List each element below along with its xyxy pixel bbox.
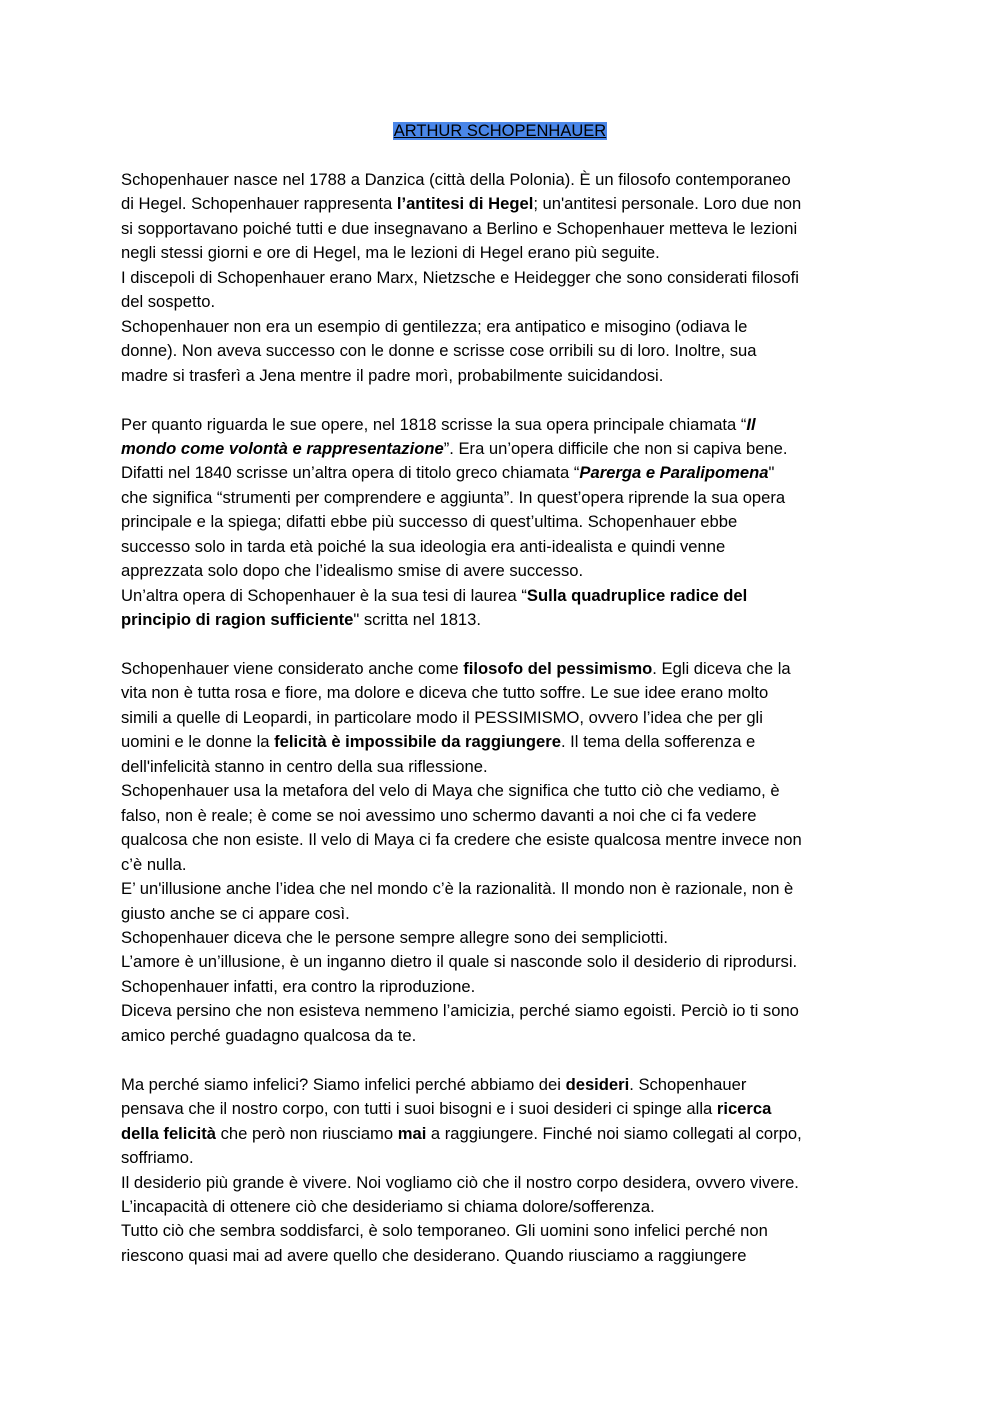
text-line — [121, 192, 889, 216]
text-segment: Schopenhauer usa la metafora del velo di Maya che significa che tutto ciò che vediamo, è — [121, 781, 780, 801]
text-line — [121, 902, 889, 926]
text-line — [121, 510, 889, 534]
text-segment: si sopportavano poiché tutti e due insegnavano a Berlino e Schopenhauer metteva le lezioni — [121, 218, 798, 238]
bold-italic-text: mondo come volontà e rappresentazione — [121, 438, 444, 458]
paragraph — [121, 657, 889, 1048]
text-line — [121, 755, 889, 779]
text-segment: principale e la spiega; difatti ebbe più successo di quest’ultima. Schopenhauer ebbe — [121, 512, 738, 532]
text-segment: donne). Non aveva successo con le donne e scrisse cose orribili su di loro. Inoltre, sua — [121, 341, 757, 361]
text-line — [121, 926, 889, 950]
document-title: ARTHUR SCHOPENHAUER — [393, 122, 607, 140]
bold-text: della felicità — [121, 1123, 216, 1143]
paragraph — [121, 413, 889, 633]
text-line — [121, 486, 889, 510]
text-segment: . Egli diceva che la — [652, 659, 791, 679]
text-line — [121, 681, 889, 705]
text-line — [121, 877, 889, 901]
text-line — [121, 1146, 889, 1170]
document-body — [121, 168, 889, 1268]
text-line — [121, 853, 889, 877]
text-line — [121, 461, 889, 485]
paragraph — [121, 1073, 889, 1269]
text-line — [121, 1097, 889, 1121]
bold-text: Sulla quadruplice radice del — [526, 585, 748, 605]
bold-text: desideri — [565, 1074, 630, 1094]
text-line — [121, 657, 889, 681]
text-segment: che significa “strumenti per comprendere e aggiunta”. In quest’opera riprende la sua opera — [121, 487, 786, 507]
text-segment: uomini e le donne la — [121, 732, 275, 752]
text-segment: madre si trasferì a Jena mentre il padre morì, probabilmente suicidandosi. — [121, 365, 664, 385]
text-line — [121, 1219, 889, 1243]
text-segment: negli stessi giorni e ore di Hegel, ma le lezioni di Hegel erano più seguite. — [121, 243, 660, 263]
text-segment: falso, non è reale; è come se noi avessimo uno schermo davanti a noi che ci fa vedere — [121, 805, 757, 825]
text-segment: Ma perché siamo infelici? Siamo infelici perché abbiamo dei — [121, 1074, 566, 1094]
title-block — [0, 119, 1000, 143]
bold-text: felicità è impossibile da raggiungere — [274, 732, 561, 752]
text-line — [121, 730, 889, 754]
text-segment: apprezzata solo dopo che l’idealismo smise di avere successo. — [121, 561, 584, 581]
text-line — [121, 950, 889, 974]
text-segment: ; un'antitesi personale. Loro due non — [533, 194, 802, 214]
text-line — [121, 608, 889, 632]
text-line — [121, 975, 889, 999]
text-segment: Schopenhauer viene considerato anche come — [121, 659, 464, 679]
text-segment: Schopenhauer non era un esempio di gentilezza; era antipatico e misogino (odiava le — [121, 316, 748, 336]
bold-text: filosofo del pessimismo — [463, 659, 653, 679]
text-line — [121, 168, 889, 192]
bold-text: principio di ragion sufficiente — [121, 610, 354, 630]
text-line — [121, 1024, 889, 1048]
text-line — [121, 584, 889, 608]
text-line — [121, 1122, 889, 1146]
text-line — [121, 828, 889, 852]
text-segment: Tutto ciò che sembra soddisfarci, è solo temporaneo. Gli uomini sono infelici perché non — [121, 1221, 768, 1241]
text-segment: I discepoli di Schopenhauer erano Marx, Nietzsche e Heidegger che sono considerati filosofi — [121, 267, 799, 287]
text-line — [121, 706, 889, 730]
text-segment: Diceva persino che non esisteva nemmeno l’amicizia, perché siamo egoisti. Perciò io ti sono — [121, 1001, 799, 1021]
text-line — [121, 315, 889, 339]
text-line — [121, 1244, 889, 1268]
text-line — [121, 1195, 889, 1219]
text-line — [121, 364, 889, 388]
text-segment: E’ un'illusione anche l’idea che nel mondo c’è la razionalità. Il mondo non è razionale, non è — [121, 879, 794, 899]
text-line — [121, 437, 889, 461]
text-line — [121, 1171, 889, 1195]
text-segment: Schopenhauer infatti, era contro la riproduzione. — [121, 976, 476, 996]
text-line — [121, 779, 889, 803]
text-segment: ”. Era un’opera difficile che non si capiva bene. — [443, 438, 788, 458]
text-line — [121, 535, 889, 559]
text-segment: qualcosa che non esiste. Il velo di Maya ci fa credere che esiste qualcosa mentre invece non — [121, 830, 802, 850]
text-segment: L’incapacità di ottenere ciò che desideriamo si chiama dolore/sofferenza. — [121, 1196, 655, 1216]
text-segment: che però non riusciamo — [216, 1123, 398, 1143]
text-line — [121, 241, 889, 265]
text-line — [121, 559, 889, 583]
text-segment: giusto anche se ci appare così. — [121, 903, 350, 923]
text-line — [121, 339, 889, 363]
text-segment: vita non è tutta rosa e fiore, ma dolore e diceva che tutto soffre. Le sue idee erano molto — [121, 683, 769, 703]
bold-italic-text: Parerga e Paralipomena — [579, 463, 769, 483]
text-segment: pensava che il nostro corpo, con tutti i suoi bisogni e i suoi desideri ci spinge alla — [121, 1099, 717, 1119]
text-segment: Schopenhauer nasce nel 1788 a Danzica (città della Polonia). È un filosofo contemporaneo — [121, 170, 791, 189]
text-segment: " — [768, 463, 775, 483]
bold-italic-text: Il — [746, 414, 756, 434]
text-segment: . Il tema della sofferenza e — [560, 732, 756, 752]
bold-text: mai — [397, 1123, 427, 1143]
text-segment: del sospetto. — [121, 292, 216, 312]
text-line — [121, 290, 889, 314]
text-segment: successo solo in tarda età poiché la sua ideologia era anti-idealista e quindi venne — [121, 536, 726, 556]
text-segment: simili a quelle di Leopardi, in particolare modo il PESSIMISMO, ovvero l’idea che per gli — [121, 707, 763, 727]
paragraph — [121, 168, 889, 388]
text-segment: " scritta nel 1813. — [353, 610, 481, 630]
text-segment: Per quanto riguarda le sue opere, nel 1818 scrisse la sua opera principale chiamata “ — [121, 414, 747, 434]
text-line — [121, 999, 889, 1023]
text-segment: soffriamo. — [121, 1148, 194, 1168]
text-segment: Difatti nel 1840 scrisse un’altra opera di titolo greco chiamata “ — [121, 463, 580, 483]
text-segment: Schopenhauer diceva che le persone sempre allegre sono dei sempliciotti. — [121, 928, 668, 948]
text-line — [121, 266, 889, 290]
text-segment: riescono quasi mai ad avere quello che desiderano. Quando riusciamo a raggiungere — [121, 1245, 747, 1265]
text-line — [121, 413, 889, 437]
text-segment: dell'infelicità stanno in centro della sua riflessione. — [121, 756, 488, 776]
text-segment: Un’altra opera di Schopenhauer è la sua tesi di laurea “ — [121, 585, 527, 605]
text-line — [121, 1073, 889, 1097]
text-segment: . Schopenhauer — [629, 1074, 747, 1094]
text-segment: L’amore è un’illusione, è un inganno dietro il quale si nasconde solo il desiderio di riprodursi. — [121, 952, 798, 972]
bold-text: l’antitesi di Hegel — [396, 194, 534, 214]
text-segment: a raggiungere. Finché noi siamo collegati al corpo, — [426, 1123, 802, 1143]
text-segment: amico perché guadagno qualcosa da te. — [121, 1025, 417, 1045]
text-line — [121, 217, 889, 241]
bold-text: ricerca — [716, 1099, 772, 1119]
text-segment: Il desiderio più grande è vivere. Noi vogliamo ciò che il nostro corpo desidera, ovvero vivere. — [121, 1172, 799, 1192]
text-segment: c’è nulla. — [121, 854, 187, 874]
text-line — [121, 804, 889, 828]
text-segment: di Hegel. Schopenhauer rappresenta — [121, 194, 397, 214]
